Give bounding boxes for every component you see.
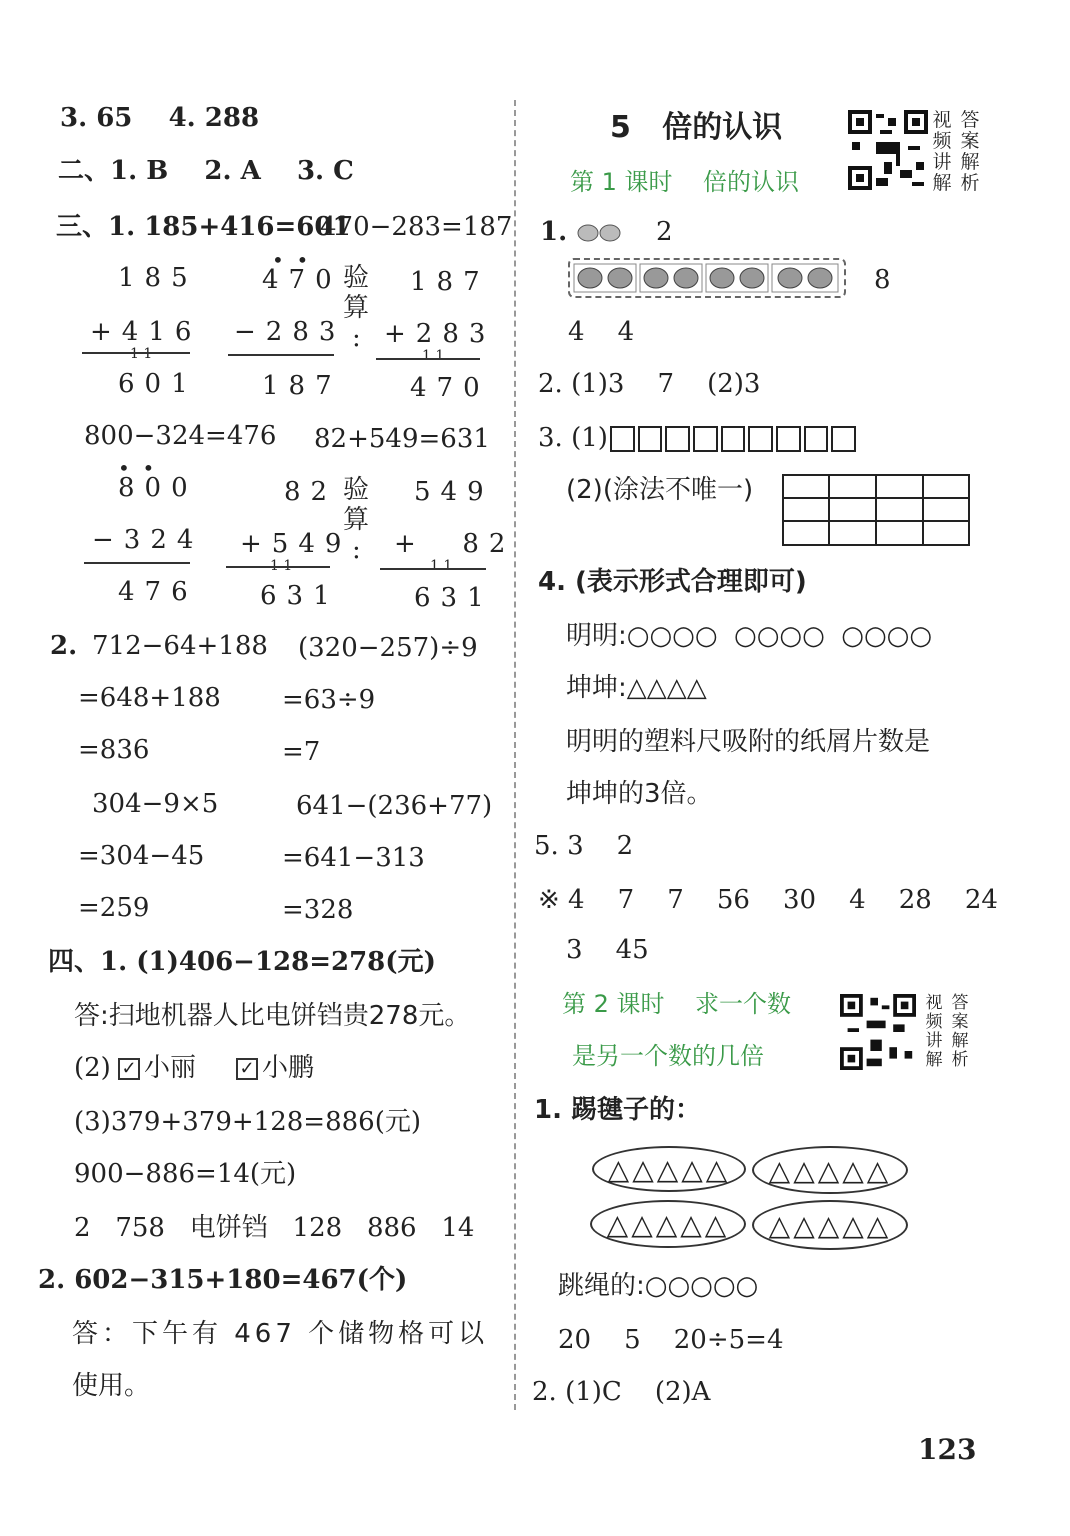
section-3-q1: 三、1. 185+416=601 bbox=[56, 212, 351, 242]
calc-185-top: 185 bbox=[118, 263, 198, 293]
r-l2-q2: 2. (1)C (2)A bbox=[532, 1377, 711, 1407]
calc-line bbox=[228, 354, 334, 356]
calc-470-sub: −283 bbox=[234, 317, 346, 347]
triangle-group-text: △△△△△ bbox=[607, 1152, 731, 1186]
calc-check2-result: 631 bbox=[414, 583, 494, 613]
calc-82-add: +549 bbox=[240, 529, 352, 559]
expr-320: (320−257)÷9 bbox=[298, 633, 478, 663]
qr-code-icon[interactable] bbox=[848, 110, 928, 190]
expr-step: =259 bbox=[78, 893, 150, 923]
r-q4: 4. (表示形式合理即可) bbox=[538, 567, 807, 597]
expr-step: =648+188 bbox=[78, 683, 221, 713]
fruit-group-box bbox=[568, 258, 846, 298]
lesson-2-heading: 第 2 课时 求一个数 bbox=[562, 990, 792, 1018]
section-4-q2: 2. 602−315+180=467(个) bbox=[38, 1265, 408, 1295]
r-q1-count: 8 bbox=[874, 265, 891, 295]
r-kunkun: 坤坤:△△△△ bbox=[566, 673, 707, 703]
calc-check-top: 187 bbox=[410, 267, 490, 297]
calc-check2-add: + 82 bbox=[394, 529, 516, 559]
expr-step: =328 bbox=[282, 895, 354, 925]
answer-text: 答：下午有 467 个储物格可以 bbox=[72, 1319, 489, 1349]
qr-label-video: 视 频 讲 解 bbox=[932, 109, 952, 194]
q2-label: 2. bbox=[50, 631, 78, 661]
fruit-icon bbox=[576, 222, 624, 242]
qr-label-answer: 答 案 解 析 bbox=[960, 109, 980, 194]
carry-marks: 1 1 bbox=[130, 346, 153, 362]
page-number: 123 bbox=[918, 1433, 977, 1466]
calc-185-result: 601 bbox=[118, 369, 198, 399]
grid-table bbox=[782, 474, 970, 546]
expr-step: =63÷9 bbox=[282, 685, 376, 715]
check-label-yan: 验 bbox=[343, 475, 370, 505]
part-2-label: (2) bbox=[74, 1053, 111, 1083]
check-label-suan: 算 bbox=[343, 505, 370, 535]
checkbox-checked-icon: ✓ bbox=[118, 1058, 140, 1080]
calc-470-result: 187 bbox=[262, 371, 342, 401]
calc-check2-top: 549 bbox=[414, 477, 494, 507]
expr-step: =641−313 bbox=[282, 843, 425, 873]
triangle-group-text: △△△△△ bbox=[768, 1153, 892, 1187]
option-xiaoli: 小丽 bbox=[144, 1053, 197, 1083]
calc-800-sub: −324 bbox=[92, 525, 204, 555]
qr-label-video: 视 频 讲 解 bbox=[925, 993, 943, 1070]
check-label-suan: 算 bbox=[343, 293, 370, 323]
r-bonus2: 3 45 bbox=[566, 935, 649, 965]
r-l2-q1: 1. 踢毽子的： bbox=[534, 1095, 702, 1125]
expr-step: =304−45 bbox=[78, 841, 205, 871]
calc-line bbox=[376, 358, 480, 360]
expr-304: 304−9×5 bbox=[92, 789, 219, 819]
expr-641: 641−(236+77) bbox=[296, 791, 493, 821]
r-explain2: 坤坤的3倍。 bbox=[566, 779, 713, 809]
part-3-expr: (3)379+379+128=886(元) bbox=[74, 1107, 421, 1137]
calc-470-top: 470 bbox=[262, 265, 342, 295]
checkbox-checked-icon: ✓ bbox=[236, 1058, 258, 1080]
part-3-expr2: 900−886=14(元) bbox=[74, 1159, 297, 1189]
answer-line-3-4: 3. 65 4. 288 bbox=[60, 103, 260, 133]
r-division: 20 5 20÷5=4 bbox=[558, 1325, 784, 1355]
expr-step: =836 bbox=[78, 735, 150, 765]
borrow-dots: • • bbox=[272, 248, 309, 272]
calc-800-top: 800 bbox=[118, 473, 198, 503]
r-q3-part2: (2)(涂法不唯一) bbox=[566, 475, 754, 505]
expr-step: =7 bbox=[282, 737, 321, 767]
section-2-answers: 二、1. B 2. A 3. C bbox=[58, 156, 354, 186]
carry-marks: 1 1 bbox=[270, 558, 293, 574]
column-divider bbox=[514, 100, 516, 1410]
calc-800-result: 476 bbox=[118, 577, 198, 607]
triangle-group-text: △△△△△ bbox=[768, 1208, 892, 1242]
borrow-dots: • • bbox=[118, 456, 155, 480]
calc-line bbox=[82, 352, 190, 354]
triangle-group bbox=[752, 1200, 908, 1250]
calc-line bbox=[226, 566, 330, 568]
calc-line bbox=[380, 568, 486, 570]
equation-82-549: 82+549=631 bbox=[314, 424, 490, 454]
triangle-group-text: △△△△△ bbox=[606, 1207, 730, 1241]
calc-check-result: 470 bbox=[410, 373, 490, 403]
r-q5: 5. 3 2 bbox=[534, 831, 634, 861]
calc-check-add: +283 bbox=[384, 319, 496, 349]
r-jumprope: 跳绳的:○○○○○ bbox=[558, 1271, 759, 1301]
calc-line bbox=[84, 562, 190, 564]
r-bonus: ※ 4 7 7 56 30 4 28 24 bbox=[538, 885, 998, 915]
answer-text: 答:扫地机器人比电饼铛贵278元。 bbox=[74, 1001, 471, 1031]
r-q1-label: 1. bbox=[540, 217, 568, 247]
r-mingming: 明明:○○○○ ○○○○ ○○○○ bbox=[566, 621, 933, 651]
part-3-fill: 2 758 电饼铛 128 886 14 bbox=[74, 1213, 475, 1243]
triangle-group bbox=[590, 1200, 746, 1248]
section-4-q1: 四、1. (1)406−128=278(元) bbox=[48, 947, 436, 977]
equation-470-283: 470−283=187 bbox=[320, 212, 513, 242]
equation-800-324: 800−324=476 bbox=[84, 421, 277, 451]
r-q3-label: 3. (1) bbox=[538, 423, 608, 453]
r-q2: 2. (1)3 7 (2)3 bbox=[538, 369, 761, 399]
square-row bbox=[610, 426, 856, 452]
carry-marks: 1 1 bbox=[430, 558, 453, 574]
r-q1-answers: 4 4 bbox=[568, 317, 635, 347]
qr-label-answer: 答 案 解 析 bbox=[951, 993, 969, 1070]
calc-82-top: 82 bbox=[284, 477, 338, 507]
carry-marks: 1 1 bbox=[422, 348, 445, 364]
option-xiaopeng: 小鹏 bbox=[262, 1053, 315, 1083]
r-explain: 明明的塑料尺吸附的纸屑片数是 bbox=[566, 727, 931, 757]
r-q1-value: 2 bbox=[656, 217, 673, 247]
answer-text: 使用。 bbox=[72, 1371, 151, 1401]
check-colon: : bbox=[352, 323, 361, 353]
expr-712: 712−64+188 bbox=[92, 631, 268, 661]
calc-82-result: 631 bbox=[260, 581, 340, 611]
qr-code-icon[interactable] bbox=[840, 994, 916, 1070]
triangle-group bbox=[592, 1146, 746, 1192]
check-colon: : bbox=[352, 535, 361, 565]
lesson-2-heading-2: 是另一个数的几倍 bbox=[572, 1042, 764, 1070]
check-label-yan: 验 bbox=[343, 263, 370, 293]
calc-185-add: +416 bbox=[90, 317, 202, 347]
triangle-group bbox=[752, 1146, 908, 1194]
lesson-1-heading: 第 1 课时 倍的认识 bbox=[570, 168, 800, 196]
chapter-title: 5 倍的认识 bbox=[610, 110, 783, 145]
